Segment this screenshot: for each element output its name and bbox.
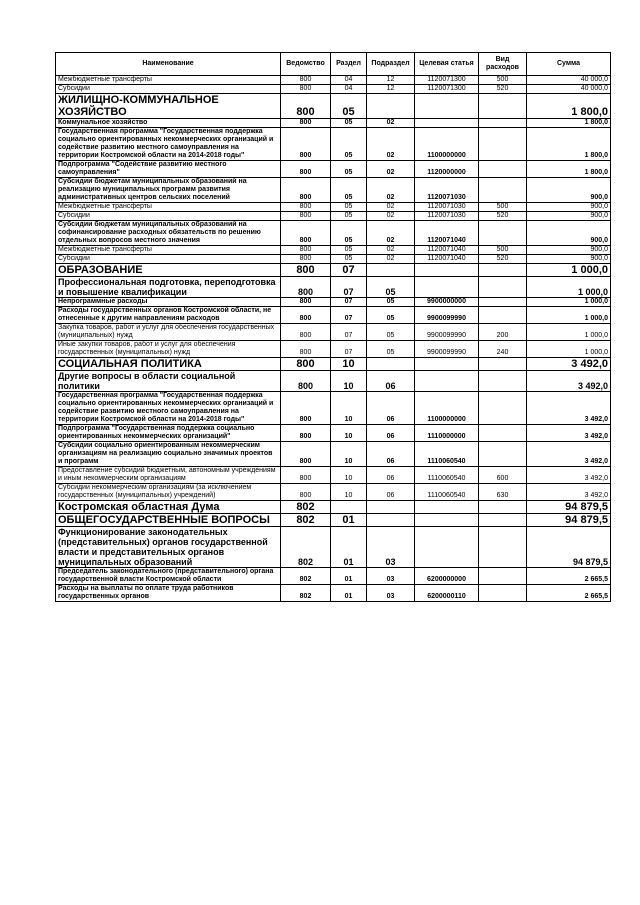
- cell-section: 07: [331, 264, 367, 277]
- cell-section: 04: [331, 85, 367, 94]
- cell-subsection: 12: [367, 76, 415, 85]
- table-row: [56, 358, 611, 371]
- cell-amount: 3 492,0: [527, 467, 611, 484]
- header-target: Целевая статья: [415, 53, 479, 76]
- cell-target: 1110060540: [415, 484, 479, 501]
- cell-subsection: 02: [367, 203, 415, 212]
- cell-subsection: 06: [367, 371, 415, 392]
- cell-amount: 94 879,5: [527, 501, 611, 514]
- cell-expense: 500: [479, 203, 527, 212]
- cell-amount: 900,0: [527, 178, 611, 203]
- cell-target: 1120071300: [415, 85, 479, 94]
- table-row: [56, 585, 611, 602]
- cell-dept: 800: [281, 264, 331, 277]
- cell-amount: 2 665,5: [527, 568, 611, 585]
- cell-target: 1120071030: [415, 178, 479, 203]
- cell-expense: 500: [479, 246, 527, 255]
- cell-amount: 2 665,5: [527, 585, 611, 602]
- cell-section: 01: [331, 568, 367, 585]
- cell-dept: 802: [281, 527, 331, 568]
- cell-section: 05: [331, 119, 367, 128]
- cell-dept: 800: [281, 85, 331, 94]
- cell-amount: 3 492,0: [527, 442, 611, 467]
- table-row: [56, 128, 611, 161]
- cell-amount: 900,0: [527, 255, 611, 264]
- header-section: Раздел: [331, 53, 367, 76]
- cell-section: 10: [331, 425, 367, 442]
- table-row: [56, 425, 611, 442]
- cell-amount: 900,0: [527, 246, 611, 255]
- cell-target: 6200000110: [415, 585, 479, 602]
- cell-expense: [479, 585, 527, 602]
- cell-section: 05: [331, 246, 367, 255]
- cell-section: 05: [331, 94, 367, 119]
- cell-name: Субсидии бюджетам муниципальных образований на софинансирование расходных обязательств по решению отдельных вопросов местного значения: [56, 221, 281, 246]
- cell-dept: 800: [281, 442, 331, 467]
- cell-amount: 1 000,0: [527, 298, 611, 307]
- cell-subsection: 05: [367, 307, 415, 324]
- cell-name: Подпрограмма "Государственная поддержка социально ориентированных некоммерческих организаций": [56, 425, 281, 442]
- cell-subsection: 03: [367, 585, 415, 602]
- cell-section: 10: [331, 392, 367, 425]
- cell-section: 01: [331, 527, 367, 568]
- cell-subsection: 06: [367, 484, 415, 501]
- cell-subsection: [367, 514, 415, 527]
- cell-section: 10: [331, 358, 367, 371]
- budget-table: [55, 52, 611, 602]
- cell-subsection: 06: [367, 467, 415, 484]
- cell-dept: 800: [281, 119, 331, 128]
- cell-subsection: 06: [367, 425, 415, 442]
- cell-expense: [479, 501, 527, 514]
- cell-expense: [479, 119, 527, 128]
- cell-section: 05: [331, 128, 367, 161]
- cell-expense: [479, 527, 527, 568]
- cell-amount: 1 800,0: [527, 94, 611, 119]
- cell-target: 9900099990: [415, 307, 479, 324]
- cell-target: [415, 94, 479, 119]
- cell-expense: 240: [479, 341, 527, 358]
- cell-name: Государственная программа "Государственная поддержка социально ориентированных некоммерческих организаций и содействие развитию местного самоуправления на территории Костромской области на 2014-2018 годы": [56, 128, 281, 161]
- cell-dept: 802: [281, 501, 331, 514]
- table-row: [56, 203, 611, 212]
- cell-section: 05: [331, 221, 367, 246]
- cell-section: 04: [331, 76, 367, 85]
- cell-subsection: 06: [367, 392, 415, 425]
- cell-target: 9900099990: [415, 341, 479, 358]
- cell-name: Другие вопросы в области социальной политики: [56, 371, 281, 392]
- table-row: [56, 298, 611, 307]
- table-header-row: [56, 53, 611, 76]
- cell-expense: 520: [479, 212, 527, 221]
- cell-name: Закупка товаров, работ и услуг для обеспечения государственных (муниципальных) нужд: [56, 324, 281, 341]
- cell-subsection: 02: [367, 178, 415, 203]
- table-row: [56, 221, 611, 246]
- cell-target: 1110000000: [415, 425, 479, 442]
- table-row: [56, 307, 611, 324]
- cell-dept: 800: [281, 341, 331, 358]
- cell-expense: [479, 358, 527, 371]
- cell-name: Профессиональная подготовка, переподготовка и повышение квалификации: [56, 277, 281, 298]
- cell-amount: 1 000,0: [527, 277, 611, 298]
- cell-amount: 40 000,0: [527, 85, 611, 94]
- cell-dept: 800: [281, 203, 331, 212]
- cell-dept: 800: [281, 255, 331, 264]
- cell-target: [415, 119, 479, 128]
- cell-expense: [479, 264, 527, 277]
- table-row: [56, 255, 611, 264]
- table-row: [56, 119, 611, 128]
- cell-amount: 1 000,0: [527, 324, 611, 341]
- cell-target: 6200000000: [415, 568, 479, 585]
- cell-name: Расходы государственных органов Костромской области, не отнесенные к другим направлениям расходов: [56, 307, 281, 324]
- table-row: [56, 246, 611, 255]
- table-row: [56, 324, 611, 341]
- cell-section: 10: [331, 484, 367, 501]
- cell-section: 01: [331, 585, 367, 602]
- table-row: [56, 76, 611, 85]
- cell-expense: 200: [479, 324, 527, 341]
- cell-name: Субсидии социально ориентированным некоммерческим организациям на реализацию социально значимых проектов и программ: [56, 442, 281, 467]
- cell-amount: 1 000,0: [527, 307, 611, 324]
- table-row: [56, 178, 611, 203]
- cell-amount: 900,0: [527, 221, 611, 246]
- table-row: [56, 94, 611, 119]
- cell-target: 1110060540: [415, 442, 479, 467]
- cell-target: 1120000000: [415, 161, 479, 178]
- cell-subsection: [367, 94, 415, 119]
- cell-dept: 800: [281, 371, 331, 392]
- cell-target: 9900099990: [415, 324, 479, 341]
- cell-target: [415, 277, 479, 298]
- table-row: [56, 341, 611, 358]
- cell-expense: 500: [479, 76, 527, 85]
- cell-target: [415, 358, 479, 371]
- cell-expense: [479, 277, 527, 298]
- cell-section: 01: [331, 514, 367, 527]
- cell-dept: 802: [281, 568, 331, 585]
- cell-subsection: 02: [367, 246, 415, 255]
- cell-expense: [479, 371, 527, 392]
- table-row: [56, 212, 611, 221]
- cell-section: 05: [331, 203, 367, 212]
- cell-dept: 800: [281, 298, 331, 307]
- cell-dept: 800: [281, 128, 331, 161]
- cell-section: 10: [331, 442, 367, 467]
- cell-expense: [479, 568, 527, 585]
- table-row: [56, 514, 611, 527]
- cell-target: 1120071030: [415, 203, 479, 212]
- cell-dept: 800: [281, 161, 331, 178]
- table-row: [56, 467, 611, 484]
- table-row: [56, 568, 611, 585]
- cell-name: Субсидии: [56, 85, 281, 94]
- cell-target: [415, 371, 479, 392]
- table-row: [56, 442, 611, 467]
- cell-name: Костромская областная Дума: [56, 501, 281, 514]
- cell-expense: [479, 442, 527, 467]
- cell-name: СОЦИАЛЬНАЯ ПОЛИТИКА: [56, 358, 281, 371]
- cell-target: 1120071040: [415, 221, 479, 246]
- table-row: [56, 264, 611, 277]
- cell-name: Коммунальное хозяйство: [56, 119, 281, 128]
- cell-name: Непрограммные расходы: [56, 298, 281, 307]
- cell-target: 1110060540: [415, 467, 479, 484]
- cell-name: Субсидии: [56, 255, 281, 264]
- cell-expense: [479, 161, 527, 178]
- cell-name: Функционирование законодательных (представительных) органов государственной власти и представительных органов муниципальных образований: [56, 527, 281, 568]
- cell-amount: 1 000,0: [527, 341, 611, 358]
- cell-expense: [479, 178, 527, 203]
- cell-subsection: 06: [367, 442, 415, 467]
- cell-section: 05: [331, 178, 367, 203]
- cell-dept: 800: [281, 94, 331, 119]
- cell-amount: 1 800,0: [527, 119, 611, 128]
- cell-subsection: 05: [367, 277, 415, 298]
- cell-name: Государственная программа "Государственная поддержка социально ориентированных некоммерческих организаций и содействие развитию местного самоуправления на территории Костромской области на 2014-2018 годы": [56, 392, 281, 425]
- cell-dept: 800: [281, 246, 331, 255]
- cell-dept: 802: [281, 585, 331, 602]
- cell-subsection: 02: [367, 221, 415, 246]
- cell-dept: 800: [281, 484, 331, 501]
- cell-subsection: 05: [367, 341, 415, 358]
- cell-name: Межбюджетные трансферты: [56, 203, 281, 212]
- cell-section: 07: [331, 307, 367, 324]
- cell-name: ОБРАЗОВАНИЕ: [56, 264, 281, 277]
- header-dept: Ведомство: [281, 53, 331, 76]
- cell-name: Межбюджетные трансферты: [56, 76, 281, 85]
- cell-amount: 900,0: [527, 203, 611, 212]
- cell-section: 07: [331, 341, 367, 358]
- header-subsection: Подраздел: [367, 53, 415, 76]
- table-row: [56, 527, 611, 568]
- table-row: [56, 85, 611, 94]
- cell-expense: [479, 425, 527, 442]
- cell-section: [331, 501, 367, 514]
- cell-dept: 800: [281, 212, 331, 221]
- cell-section: 05: [331, 161, 367, 178]
- cell-dept: 800: [281, 358, 331, 371]
- cell-amount: 1 000,0: [527, 264, 611, 277]
- cell-target: [415, 514, 479, 527]
- cell-amount: 3 492,0: [527, 425, 611, 442]
- cell-name: Иные закупки товаров, работ и услуг для обеспечения государственных (муниципальных) нужд: [56, 341, 281, 358]
- cell-expense: [479, 128, 527, 161]
- cell-section: 10: [331, 467, 367, 484]
- table-row: [56, 484, 611, 501]
- cell-expense: [479, 514, 527, 527]
- cell-amount: 3 492,0: [527, 484, 611, 501]
- cell-name: Субсидии: [56, 212, 281, 221]
- cell-amount: 3 492,0: [527, 371, 611, 392]
- cell-amount: 40 000,0: [527, 76, 611, 85]
- cell-name: ЖИЛИЩНО-КОММУНАЛЬНОЕ ХОЗЯЙСТВО: [56, 94, 281, 119]
- cell-subsection: 02: [367, 212, 415, 221]
- table-row: [56, 277, 611, 298]
- cell-name: Межбюджетные трансферты: [56, 246, 281, 255]
- table-row: [56, 392, 611, 425]
- cell-section: 07: [331, 324, 367, 341]
- cell-section: 05: [331, 255, 367, 264]
- cell-dept: 800: [281, 307, 331, 324]
- cell-section: 10: [331, 371, 367, 392]
- cell-dept: 800: [281, 392, 331, 425]
- cell-target: 1120071300: [415, 76, 479, 85]
- table-row: [56, 371, 611, 392]
- header-expense: Вид расходов: [479, 53, 527, 76]
- cell-name: ОБЩЕГОСУДАРСТВЕННЫЕ ВОПРОСЫ: [56, 514, 281, 527]
- cell-expense: 520: [479, 85, 527, 94]
- cell-subsection: 03: [367, 527, 415, 568]
- cell-expense: 600: [479, 467, 527, 484]
- cell-name: Субсидии бюджетам муниципальных образований на реализацию муниципальных программ развития административных центров сельских поселений: [56, 178, 281, 203]
- cell-name: Подпрограмма "Содействие развитию местного самоуправления": [56, 161, 281, 178]
- table-row: [56, 161, 611, 178]
- cell-target: 1100000000: [415, 128, 479, 161]
- table-body: [56, 76, 611, 602]
- cell-subsection: [367, 264, 415, 277]
- cell-dept: 800: [281, 178, 331, 203]
- cell-dept: 800: [281, 425, 331, 442]
- cell-subsection: 03: [367, 568, 415, 585]
- cell-amount: 94 879,5: [527, 514, 611, 527]
- cell-subsection: 02: [367, 128, 415, 161]
- cell-name: Предоставление субсидий бюджетным, автономным учреждениям и иным некоммерческим организациям: [56, 467, 281, 484]
- cell-name: Расходы на выплаты по оплате труда работников государственных органов: [56, 585, 281, 602]
- cell-subsection: 05: [367, 324, 415, 341]
- cell-amount: 94 879,5: [527, 527, 611, 568]
- cell-amount: 900,0: [527, 212, 611, 221]
- cell-amount: 3 492,0: [527, 358, 611, 371]
- cell-expense: [479, 221, 527, 246]
- cell-expense: [479, 307, 527, 324]
- cell-target: [415, 527, 479, 568]
- cell-subsection: 02: [367, 161, 415, 178]
- cell-amount: 1 800,0: [527, 128, 611, 161]
- header-amount: Сумма: [527, 53, 611, 76]
- cell-section: 05: [331, 212, 367, 221]
- cell-target: 1100000000: [415, 392, 479, 425]
- cell-expense: [479, 298, 527, 307]
- cell-name: Председатель законодательного (представительного) органа государственной власти Костромской области: [56, 568, 281, 585]
- cell-dept: 800: [281, 221, 331, 246]
- cell-expense: [479, 392, 527, 425]
- cell-target: [415, 264, 479, 277]
- cell-amount: 1 800,0: [527, 161, 611, 178]
- cell-expense: 630: [479, 484, 527, 501]
- cell-target: 1120071030: [415, 212, 479, 221]
- cell-dept: 800: [281, 76, 331, 85]
- cell-subsection: 02: [367, 255, 415, 264]
- cell-subsection: [367, 501, 415, 514]
- cell-target: 9900000000: [415, 298, 479, 307]
- table-row: [56, 501, 611, 514]
- cell-subsection: 02: [367, 119, 415, 128]
- cell-section: 07: [331, 277, 367, 298]
- cell-section: 07: [331, 298, 367, 307]
- cell-subsection: 12: [367, 85, 415, 94]
- cell-dept: 800: [281, 467, 331, 484]
- cell-expense: 520: [479, 255, 527, 264]
- header-name: Наименование: [56, 53, 281, 76]
- cell-subsection: 05: [367, 298, 415, 307]
- cell-dept: 800: [281, 324, 331, 341]
- cell-target: 1120071040: [415, 255, 479, 264]
- cell-target: 1120071040: [415, 246, 479, 255]
- cell-amount: 3 492,0: [527, 392, 611, 425]
- cell-subsection: [367, 358, 415, 371]
- cell-expense: [479, 94, 527, 119]
- cell-dept: 800: [281, 277, 331, 298]
- cell-name: Субсидии некоммерческим организациям (за исключением государственных (муниципальных) учреждений): [56, 484, 281, 501]
- cell-dept: 802: [281, 514, 331, 527]
- cell-target: [415, 501, 479, 514]
